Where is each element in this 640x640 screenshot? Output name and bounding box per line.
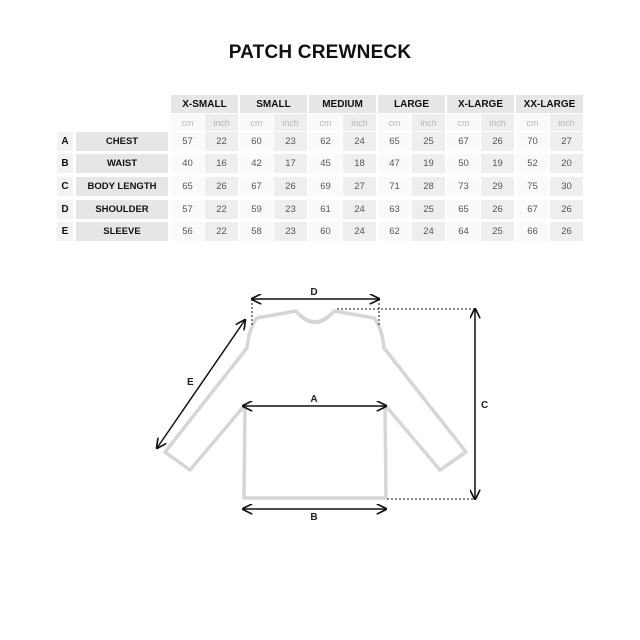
unit-cm: cm	[240, 114, 273, 131]
value-cm: 47	[378, 154, 411, 173]
unit-cm: cm	[447, 114, 480, 131]
unit-inch: inch	[481, 114, 514, 131]
value-inch: 19	[481, 154, 514, 173]
value-inch: 19	[412, 154, 445, 173]
row-letter: D	[57, 200, 73, 219]
value-inch: 17	[274, 154, 307, 173]
value-cm: 56	[171, 222, 204, 241]
measurement-label: SLEEVE	[76, 222, 168, 241]
value-inch: 23	[274, 132, 307, 151]
label-d: D	[310, 287, 318, 298]
size-header: X-SMALL	[171, 95, 238, 113]
value-cm: 64	[447, 222, 480, 241]
value-cm: 71	[378, 177, 411, 196]
value-inch: 20	[550, 154, 583, 173]
label-e: E	[187, 377, 194, 388]
value-inch: 26	[274, 177, 307, 196]
value-inch: 23	[274, 222, 307, 241]
value-cm: 65	[378, 132, 411, 151]
size-header: XX-LARGE	[516, 95, 583, 113]
measurement-label: CHEST	[76, 132, 168, 151]
row-letter: A	[57, 132, 73, 151]
label-a: A	[310, 394, 318, 405]
value-cm: 60	[240, 132, 273, 151]
unit-inch: inch	[343, 114, 376, 131]
sleeve-arrow	[157, 320, 245, 448]
value-inch: 26	[550, 200, 583, 219]
value-inch: 25	[481, 222, 514, 241]
value-cm: 62	[309, 132, 342, 151]
value-cm: 65	[447, 200, 480, 219]
value-cm: 67	[240, 177, 273, 196]
value-inch: 18	[343, 154, 376, 173]
value-inch: 29	[481, 177, 514, 196]
unit-cm: cm	[309, 114, 342, 131]
page-title: PATCH CREWNECK	[228, 42, 412, 63]
value-inch: 25	[412, 200, 445, 219]
unit-inch: inch	[205, 114, 238, 131]
value-cm: 57	[171, 200, 204, 219]
unit-inch: inch	[550, 114, 583, 131]
label-c: C	[481, 400, 489, 411]
label-b: B	[310, 512, 318, 523]
value-cm: 67	[516, 200, 549, 219]
value-cm: 70	[516, 132, 549, 151]
measurement-label: WAIST	[76, 154, 168, 173]
value-inch: 30	[550, 177, 583, 196]
value-inch: 27	[550, 132, 583, 151]
value-inch: 26	[550, 222, 583, 241]
value-inch: 25	[412, 132, 445, 151]
size-header: LARGE	[378, 95, 445, 113]
unit-cm: cm	[171, 114, 204, 131]
value-cm: 75	[516, 177, 549, 196]
value-inch: 16	[205, 154, 238, 173]
size-header: SMALL	[240, 95, 307, 113]
unit-cm: cm	[378, 114, 411, 131]
value-inch: 23	[274, 200, 307, 219]
value-inch: 22	[205, 132, 238, 151]
value-cm: 69	[309, 177, 342, 196]
value-inch: 24	[343, 132, 376, 151]
value-cm: 66	[516, 222, 549, 241]
value-cm: 59	[240, 200, 273, 219]
unit-cm: cm	[516, 114, 549, 131]
value-cm: 57	[171, 132, 204, 151]
value-cm: 45	[309, 154, 342, 173]
measurement-label: BODY LENGTH	[76, 177, 168, 196]
measurement-label: SHOULDER	[76, 200, 168, 219]
value-cm: 50	[447, 154, 480, 173]
value-cm: 42	[240, 154, 273, 173]
row-letter: B	[57, 154, 73, 173]
row-letter: C	[57, 177, 73, 196]
value-cm: 61	[309, 200, 342, 219]
value-inch: 22	[205, 222, 238, 241]
value-cm: 58	[240, 222, 273, 241]
row-letter: E	[57, 222, 73, 241]
value-inch: 22	[205, 200, 238, 219]
value-inch: 24	[343, 222, 376, 241]
size-header: X-LARGE	[447, 95, 514, 113]
value-inch: 27	[343, 177, 376, 196]
value-inch: 24	[412, 222, 445, 241]
size-header: MEDIUM	[309, 95, 376, 113]
value-inch: 24	[343, 200, 376, 219]
unit-inch: inch	[412, 114, 445, 131]
value-cm: 62	[378, 222, 411, 241]
value-inch: 26	[481, 132, 514, 151]
unit-inch: inch	[274, 114, 307, 131]
value-inch: 26	[205, 177, 238, 196]
value-cm: 67	[447, 132, 480, 151]
value-cm: 63	[378, 200, 411, 219]
value-inch: 26	[481, 200, 514, 219]
value-cm: 52	[516, 154, 549, 173]
value-cm: 73	[447, 177, 480, 196]
value-cm: 40	[171, 154, 204, 173]
value-inch: 28	[412, 177, 445, 196]
value-cm: 65	[171, 177, 204, 196]
value-cm: 60	[309, 222, 342, 241]
